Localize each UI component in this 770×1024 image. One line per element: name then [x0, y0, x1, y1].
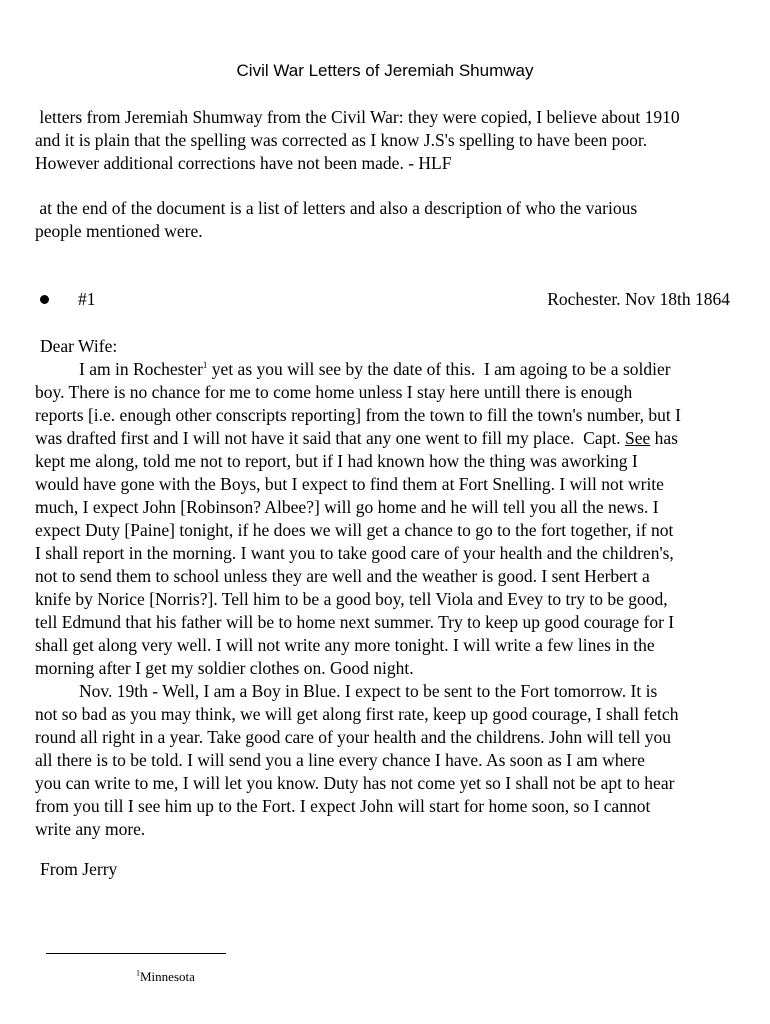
letter-line: tell Edmund that his father will be to home next summer. Try to keep up good courage for I: [35, 612, 675, 632]
footnote-text: Minnesota: [140, 969, 195, 984]
letter-line: would have gone with the Boys, but I expect to find them at Fort Snelling. I will not write: [35, 474, 664, 494]
letter-line: expect Duty [Paine] tonight, if he does we will get a chance to go to the fort together, if not: [35, 520, 674, 540]
letter-line: much, I expect John [Robinson? Albee?] will go home and he will tell you all the news. I: [35, 497, 659, 517]
footnote-divider: [46, 953, 226, 954]
letter-paragraph-2: Nov. 19th - Well, I am a Boy in Blue. I expect to be sent to the Fort tomorrow. It is: [79, 681, 658, 701]
letter-line: round all right in a year. Take good care of your health and the childrens. John will tell you: [35, 727, 672, 747]
letter-line: [35, 427, 735, 450]
letter-line: all there is to be told. I will send you a line every chance I have. As soon as I am where: [35, 750, 645, 770]
letter-line: not so bad as you may think, we will get along first rate, keep up good courage, I shall fetch: [35, 704, 679, 724]
footnote: [136, 969, 195, 985]
intro-note-line: people mentioned were.: [35, 221, 203, 241]
letter-line: kept me along, told me not to report, but if I had known how the thing was aworking I: [35, 451, 638, 471]
letter-closing: From Jerry: [40, 859, 118, 879]
letter-line: I shall report in the morning. I want you to take good care of your health and the children's,: [35, 543, 674, 563]
letter-line: from you till I see him up to the Fort. I expect John will start for home soon, so I cannot: [35, 796, 651, 816]
letter-line: reports [i.e. enough other conscripts reporting] from the town to fill the town's number, but I: [35, 405, 681, 425]
letter-heading: [0, 288, 770, 312]
intro-paragraph: [35, 106, 735, 175]
footnote-reference: 1: [202, 360, 208, 371]
letter-line: not to send them to school unless they are well and the weather is good. I sent Herbert a: [35, 566, 650, 586]
letter-line: boy. There is no chance for me to come home unless I stay here untill there is enough: [35, 382, 633, 402]
letter-line: you can write to me, I will let you know. Duty has not come yet so I shall not be apt to hear: [35, 773, 675, 793]
letter-line: write any more.: [35, 819, 146, 839]
letter-text: I am in Rochester: [79, 359, 203, 379]
captain-name: See: [624, 428, 651, 448]
letter-line: shall get along very well. I will not write any more tonight. I will write a few lines in the: [35, 635, 655, 655]
intro-note-line: at the end of the document is a list of letters and also a description of who the various: [35, 198, 638, 218]
intro-line: However additional corrections have not been made. - HLF: [35, 153, 452, 173]
intro-note-paragraph: [35, 197, 735, 243]
letter-line: morning after I get my soldier clothes on. Good night.: [35, 658, 414, 678]
letter-paragraph-1: [35, 358, 735, 381]
letter-text: has: [650, 428, 678, 448]
bullet-icon: [40, 295, 49, 304]
document-title: Civil War Letters of Jeremiah Shumway: [236, 61, 534, 80]
letter-text: was drafted first and I will not have it said that any one went to fill my place. Capt.: [35, 428, 625, 448]
intro-line: letters from Jeremiah Shumway from the Civil War: they were copied, I believe about 1910: [35, 107, 680, 127]
letter-body: [35, 335, 735, 841]
letter-text: yet as you will see by the date of this. I am agoing to be a soldier: [207, 359, 671, 379]
salutation: Dear Wife:: [40, 336, 118, 356]
letter-line: knife by Norice [Norris?]. Tell him to be a good boy, tell Viola and Evey to try to be good,: [35, 589, 668, 609]
intro-line: and it is plain that the spelling was corrected as I know J.S's spelling to have been poor.: [35, 130, 648, 150]
letter-number: #1: [78, 289, 96, 309]
footnote-number: 1: [136, 968, 140, 978]
letter-dateline: Rochester. Nov 18th 1864: [547, 289, 730, 309]
